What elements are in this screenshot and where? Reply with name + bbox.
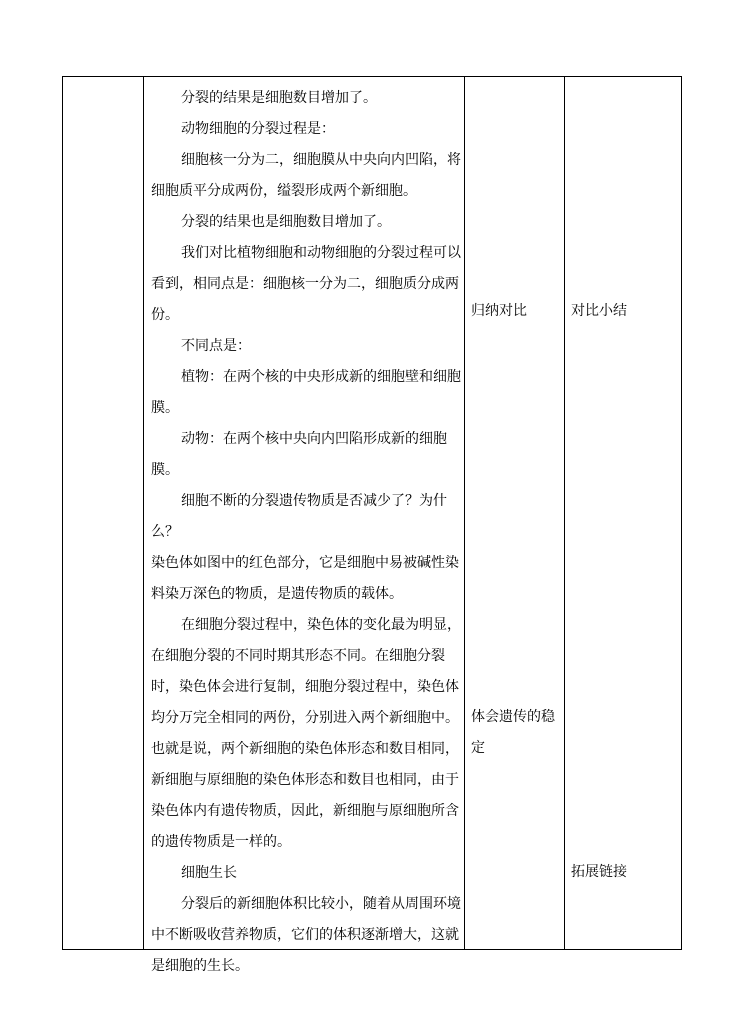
lesson-table — [62, 76, 682, 974]
content-paragraph: 染色体如图中的红色部分，它是细胞中易被碱性染料染万深色的物质，是遗传物质的载体。 — [151, 555, 459, 602]
content-paragraph: 分裂后的新细胞体积比较小，随着从周围环境中不断吸收营养物质，它们的体积逐渐增大，这就是细胞的生长。 — [151, 896, 461, 974]
content-paragraph: 动物：在两个核中央向内凹陷形成新的细胞膜。 — [151, 431, 447, 478]
column-divider — [564, 77, 565, 949]
column-divider — [464, 77, 465, 949]
content-paragraph: 植物：在两个核的中央形成新的细胞壁和细胞膜。 — [151, 369, 461, 416]
teaching-content — [151, 83, 463, 982]
content-paragraph: 动物细胞的分裂过程是： — [181, 121, 335, 137]
column-divider — [143, 77, 144, 949]
content-paragraph: 不同点是： — [181, 338, 251, 354]
content-paragraph: 细胞生长 — [181, 865, 237, 881]
cell-extension-intent: 拓展链接 — [571, 864, 627, 880]
content-paragraph: 在细胞分裂过程中，染色体的变化最为明显，在细胞分裂的不同时期其形态不同。在细胞分裂时，染色体会进行复制，细胞分裂过程中，染色体均分万完全相同的两份，分别进入两个新细胞中。也就是说，两个新细胞的染色体形态和数目相同，新细胞与原细胞的染色体形态和数目也相同，由于染色体内有遗传物质，因此，新细胞与原细胞所含的遗传物质是一样的。 — [151, 617, 461, 850]
content-paragraph: 分裂的结果是细胞数目增加了。 — [181, 90, 377, 106]
cell-summary-activity: 归纳对比 — [471, 303, 527, 319]
content-paragraph: 细胞核一分为二，细胞膜从中央向内凹陷，将细胞质平分成两份，缢裂形成两个新细胞。 — [151, 152, 461, 199]
content-paragraph: 细胞不断的分裂遗传物质是否减少了？为什么？ — [151, 493, 447, 540]
cell-summary-intent: 对比小结 — [571, 303, 627, 319]
content-paragraph: 分裂的结果也是细胞数目增加了。 — [181, 214, 391, 230]
content-paragraph: 我们对比植物细胞和动物细胞的分裂过程可以看到，相同点是：细胞核一分为二，细胞质分成两份。 — [151, 245, 461, 323]
cell-stability-activity: 体会遗传的稳定 — [471, 709, 555, 756]
